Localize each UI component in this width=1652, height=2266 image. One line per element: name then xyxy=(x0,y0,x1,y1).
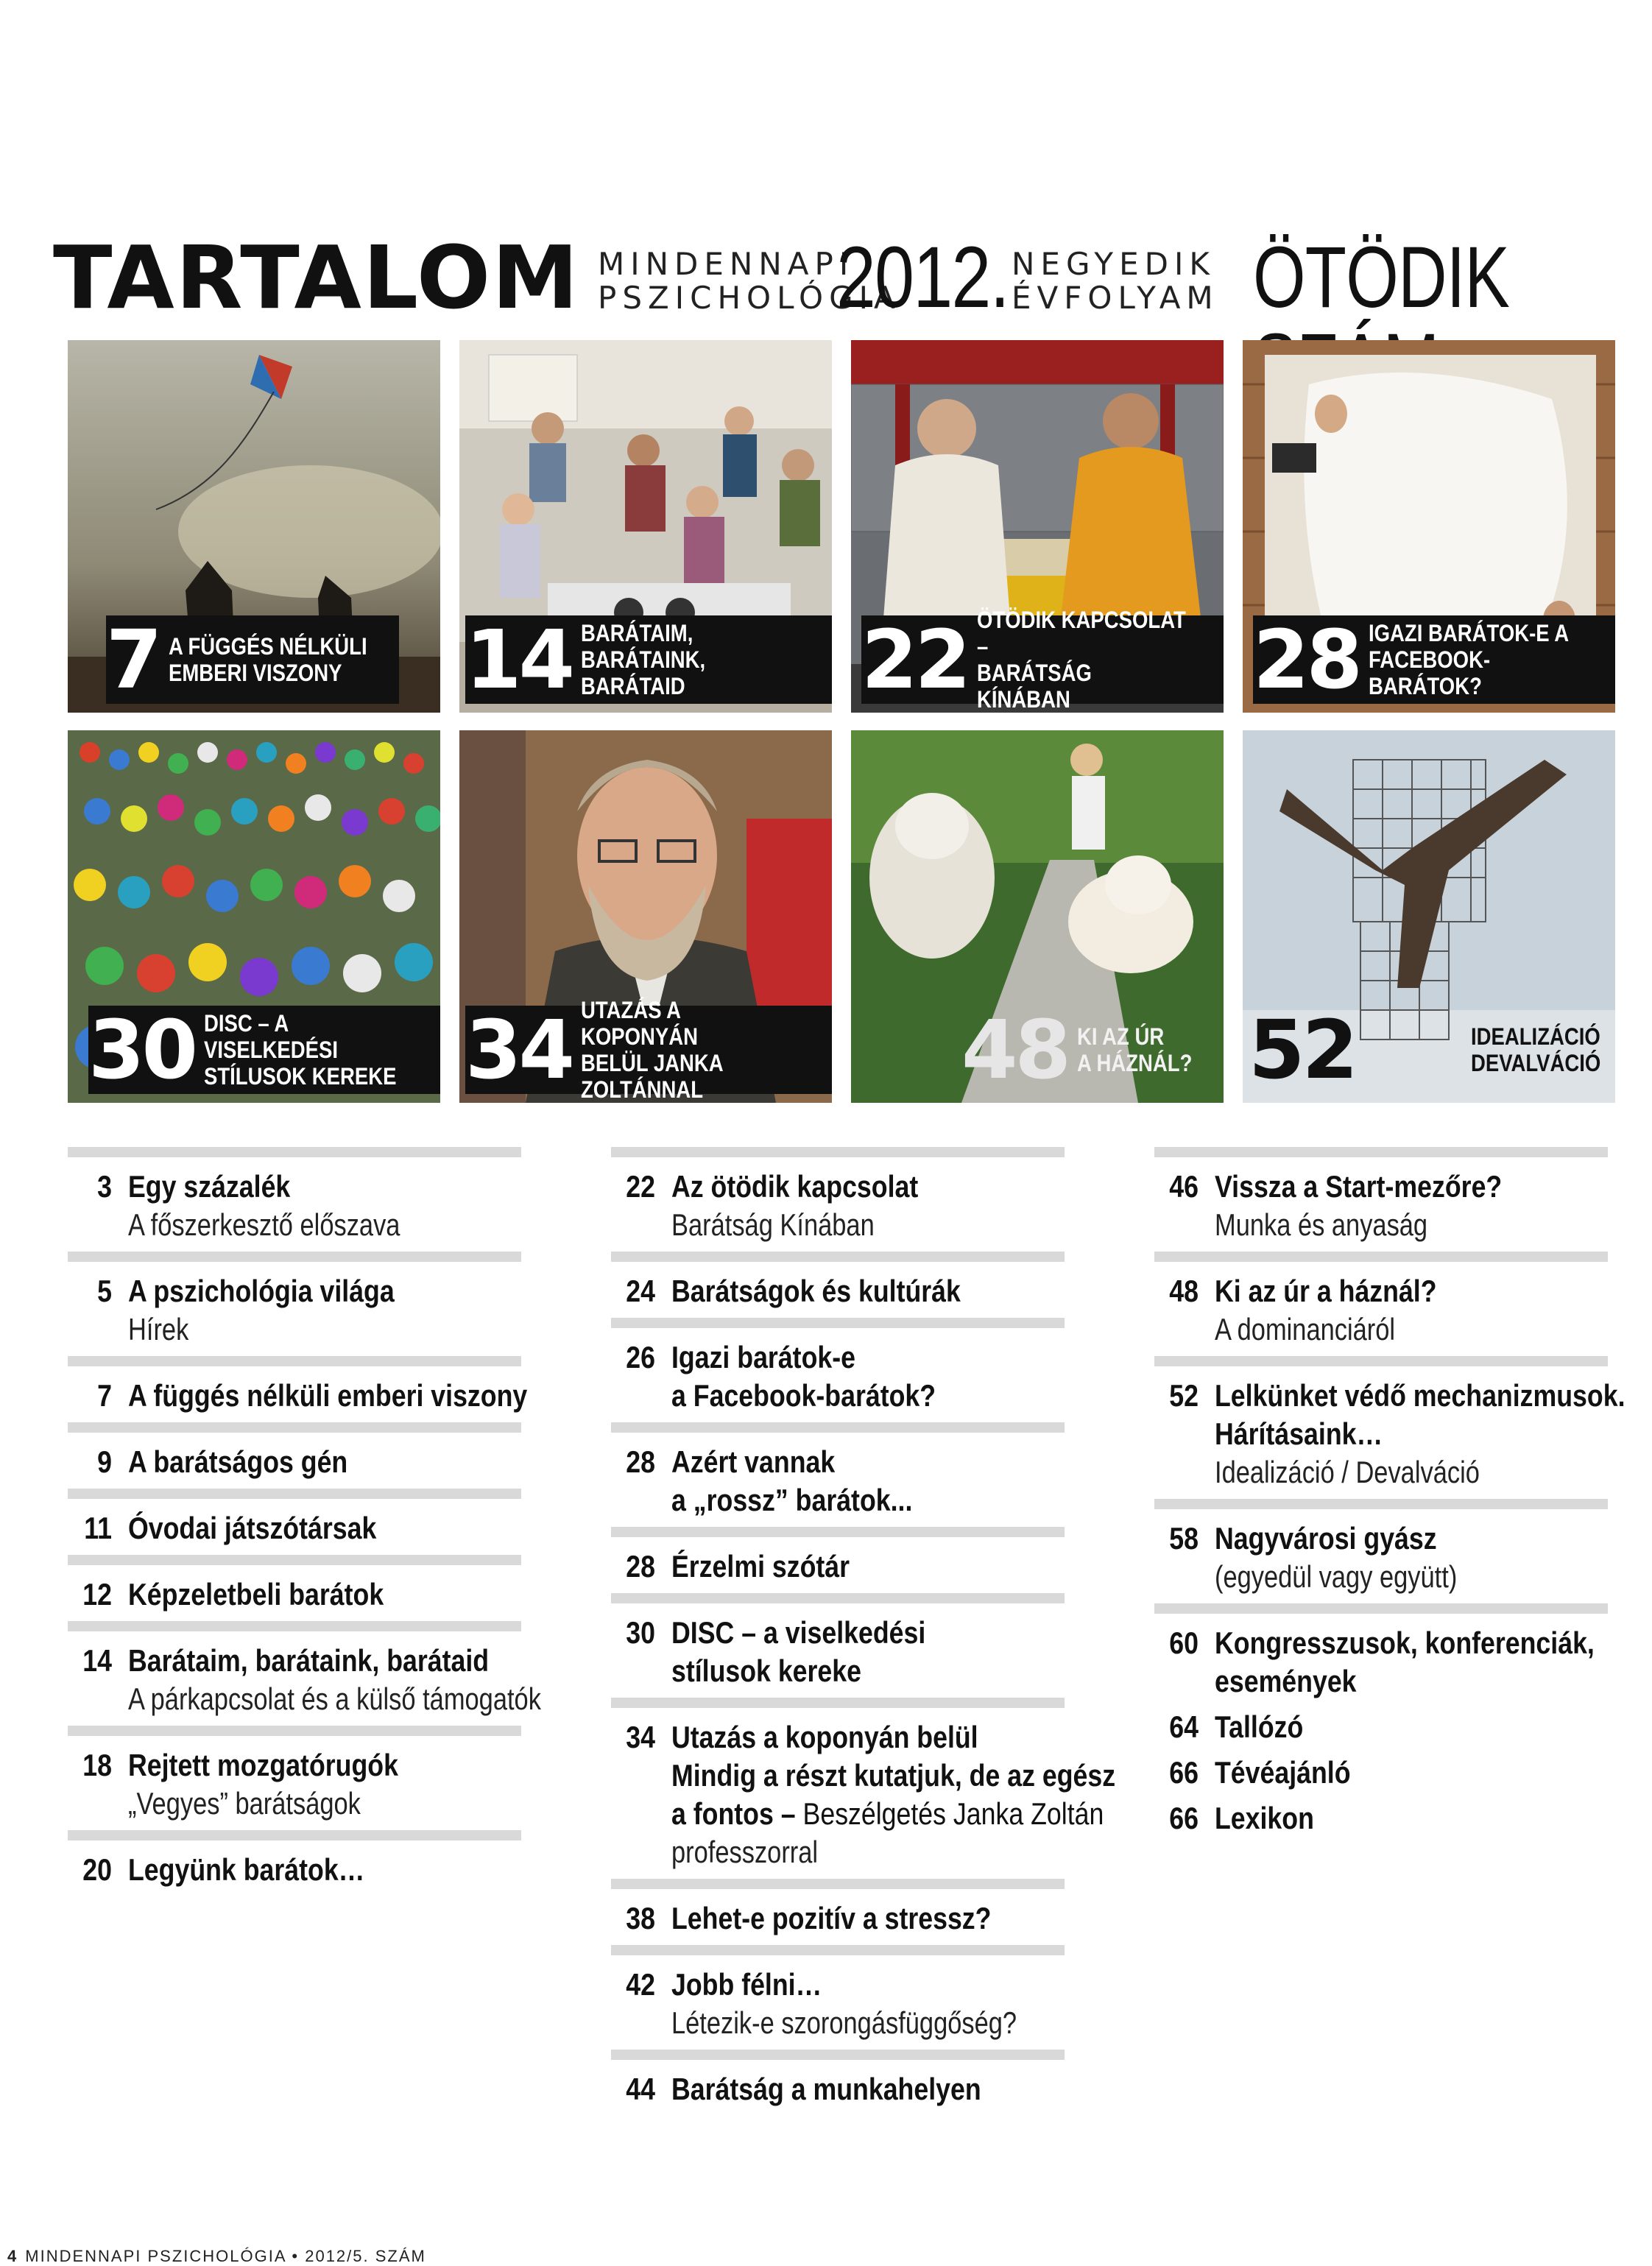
toc-entry[interactable] xyxy=(611,1443,1065,1527)
volume-line1: NEGYEDIK xyxy=(1012,246,1215,282)
toc-title: A függés nélküli emberi viszony xyxy=(128,1378,528,1413)
tile-caption xyxy=(861,607,1224,713)
feature-tile-34[interactable] xyxy=(459,730,832,1103)
toc-subtitle: Hírek xyxy=(128,1312,189,1346)
tile-caption xyxy=(1253,613,1615,707)
toc-entry[interactable] xyxy=(1154,1272,1608,1356)
divider xyxy=(611,1252,1065,1262)
toc-page: 26 xyxy=(626,1340,655,1374)
toc-title: Jobb félni… xyxy=(671,1967,822,2002)
toc-title: Lexikon xyxy=(1215,1801,1314,1835)
tile-caption xyxy=(961,1003,1211,1097)
footer-page-number: 4 xyxy=(7,2247,18,2265)
tile-caption xyxy=(88,1003,440,1097)
toc-page: 42 xyxy=(626,1967,655,2002)
toc-page: 18 xyxy=(82,1748,112,1782)
toc-title: A pszichológia világa xyxy=(128,1274,395,1308)
toc-title: Legyünk barátok… xyxy=(128,1852,365,1887)
divider xyxy=(68,1726,521,1736)
divider xyxy=(611,1593,1065,1603)
magazine-name-line2: PSZICHOLÓGIA xyxy=(598,280,901,316)
tile-title: A FÜGGÉS NÉLKÜLI EMBERI VISZONY xyxy=(168,633,367,686)
tile-caption xyxy=(465,997,832,1103)
toc-entry[interactable] xyxy=(611,1614,1065,1698)
toc-entry[interactable] xyxy=(68,1443,521,1489)
feature-tile-14[interactable] xyxy=(459,340,832,713)
toc-column-1 xyxy=(68,1147,541,1896)
toc-subtitle: Idealizáció / Devalváció xyxy=(1215,1455,1480,1489)
toc-entry[interactable] xyxy=(1154,1754,1608,1799)
toc-page: 28 xyxy=(626,1444,655,1479)
toc-entry[interactable] xyxy=(68,1575,521,1621)
tile-page-number: 48 xyxy=(961,1003,1069,1097)
toc-page: 58 xyxy=(1169,1521,1199,1556)
toc-entry[interactable] xyxy=(611,1547,1065,1593)
toc-subtitle: A főszerkesztő előszava xyxy=(128,1207,400,1242)
toc-title: Nagyvárosi gyász xyxy=(1215,1521,1437,1556)
toc-page: 3 xyxy=(97,1169,112,1204)
page-title: TARTALOM xyxy=(53,227,580,328)
page-footer xyxy=(7,2247,426,2266)
feature-tile-52[interactable] xyxy=(1243,730,1615,1103)
toc-entry[interactable] xyxy=(68,1509,521,1555)
feature-tile-22[interactable] xyxy=(851,340,1224,713)
toc-title-line2: Mindig a részt kutatjuk, de az egész xyxy=(671,1758,1116,1793)
toc-title-line2: a Facebook-barátok? xyxy=(671,1378,936,1413)
toc-title-line2: események xyxy=(1215,1664,1357,1698)
tile-caption xyxy=(465,613,832,707)
toc-title: Tévéajánló xyxy=(1215,1755,1351,1790)
toc-entry[interactable] xyxy=(611,1718,1116,1879)
toc-title: Azért vannak xyxy=(671,1444,836,1479)
toc-page: 60 xyxy=(1169,1626,1199,1660)
toc-page: 30 xyxy=(626,1615,655,1650)
toc-page: 64 xyxy=(1169,1709,1199,1744)
tile-page-number: 14 xyxy=(465,613,573,707)
toc-entry[interactable] xyxy=(68,1642,541,1726)
tile-title: BARÁTAIM, BARÁTAINK, BARÁTAID xyxy=(581,620,706,699)
year: 2012. xyxy=(836,229,1009,326)
divider xyxy=(611,1147,1065,1157)
toc-column-3 xyxy=(1154,1147,1625,1845)
footer-text: MINDENNAPI PSZICHOLÓGIA • 2012/5. SZÁM xyxy=(25,2247,426,2265)
toc-page: 5 xyxy=(97,1274,112,1308)
divider xyxy=(611,2050,1065,2060)
tile-page-number: 28 xyxy=(1253,613,1360,707)
toc-entry[interactable] xyxy=(611,2070,1065,2116)
toc-title: Képzeletbeli barátok xyxy=(128,1577,384,1612)
toc-entry[interactable] xyxy=(611,1338,1065,1422)
toc-title: Barátságok és kultúrák xyxy=(671,1274,961,1308)
toc-entry[interactable] xyxy=(68,1377,528,1422)
divider xyxy=(611,1698,1065,1708)
toc-page: 34 xyxy=(626,1720,655,1754)
toc-page: 24 xyxy=(626,1274,655,1308)
feature-tile-7[interactable] xyxy=(68,340,440,713)
feature-tile-30[interactable] xyxy=(68,730,440,1103)
toc-entry[interactable] xyxy=(1154,1624,1608,1708)
tile-caption xyxy=(106,613,399,707)
divider xyxy=(1154,1147,1608,1157)
toc-title-line2: Hárításaink… xyxy=(1215,1416,1383,1451)
divider xyxy=(1154,1499,1608,1509)
magazine-name-line1: MINDENNAPI xyxy=(598,246,855,282)
toc-entry[interactable] xyxy=(611,1966,1065,2050)
toc-entry[interactable] xyxy=(1154,1799,1608,1845)
divider xyxy=(611,1422,1065,1433)
volume-line2: ÉVFOLYAM xyxy=(1012,280,1219,316)
divider xyxy=(1154,1252,1608,1262)
toc-page: 66 xyxy=(1169,1801,1199,1835)
divider xyxy=(1154,1603,1608,1614)
toc-title: Az ötödik kapcsolat xyxy=(671,1169,919,1204)
toc-inline-subtitle: Beszélgetés Janka Zoltán xyxy=(795,1796,1104,1831)
toc-subtitle: Barátság Kínában xyxy=(671,1207,875,1242)
toc-entry[interactable] xyxy=(1154,1168,1608,1252)
toc-page: 14 xyxy=(82,1643,112,1678)
toc-entry[interactable] xyxy=(68,1168,521,1252)
toc-entry[interactable] xyxy=(611,1899,1065,1945)
feature-tile-48[interactable] xyxy=(851,730,1224,1103)
divider xyxy=(68,1830,521,1840)
divider xyxy=(611,1945,1065,1955)
toc-page: 48 xyxy=(1169,1274,1199,1308)
toc-entry[interactable] xyxy=(1154,1708,1608,1754)
tile-page-number: 52 xyxy=(1249,1003,1356,1097)
toc-title: DISC – a viselkedési xyxy=(671,1615,926,1650)
tile-title: DISC – A VISELKEDÉSI STÍLUSOK KEREKE xyxy=(204,1010,397,1090)
toc-entry[interactable] xyxy=(68,1746,521,1830)
volume xyxy=(1012,247,1219,315)
toc-title-line2: stílusok kereke xyxy=(671,1653,861,1688)
toc-title: Lehet-e pozitív a stressz? xyxy=(671,1901,992,1935)
toc-title: Óvodai játszótársak xyxy=(128,1511,377,1545)
toc-page: 12 xyxy=(82,1577,112,1612)
toc-title: Ki az úr a háznál? xyxy=(1215,1274,1437,1308)
toc-page: 52 xyxy=(1169,1378,1199,1413)
toc-page: 38 xyxy=(626,1901,655,1935)
toc-entry[interactable] xyxy=(68,1851,521,1896)
toc-page: 9 xyxy=(97,1444,112,1479)
tile-title: UTAZÁS A KOPONYÁN BELÜL JANKA ZOLTÁNNAL xyxy=(581,997,723,1103)
issue-number: ÖTÖDIK xyxy=(1253,229,1510,326)
toc-subtitle: „Vegyes” barátságok xyxy=(128,1786,361,1821)
tile-title: ÖTÖDIK KAPCSOLAT – BARÁTSÁG KÍNÁBAN xyxy=(977,607,1186,713)
toc-subtitle: A párkapcsolat és a külső támogatók xyxy=(128,1681,541,1716)
toc-subtitle: professzorral xyxy=(671,1835,819,1869)
toc-entry[interactable] xyxy=(1154,1377,1625,1499)
toc-title: Érzelmi szótár xyxy=(671,1549,850,1584)
toc-title: Rejtett mozgatórugók xyxy=(128,1748,398,1782)
divider xyxy=(68,1422,521,1433)
toc-entry[interactable] xyxy=(611,1168,1065,1252)
toc-subtitle: (egyedül vagy együtt) xyxy=(1215,1559,1458,1594)
toc-page: 28 xyxy=(626,1549,655,1584)
toc-page: 66 xyxy=(1169,1755,1199,1790)
tile-page-number: 22 xyxy=(861,613,969,707)
toc-entry[interactable] xyxy=(1154,1520,1608,1603)
tile-title: IDEALIZÁCIÓ DEVALVÁCIÓ xyxy=(1471,1023,1601,1076)
toc-page: 20 xyxy=(82,1852,112,1887)
divider xyxy=(611,1879,1065,1889)
toc-title-line3: a fontos – Beszélgetés Janka Zoltán xyxy=(671,1796,1104,1831)
toc-title: Barátság a munkahelyen xyxy=(671,2072,981,2106)
tile-page-number: 7 xyxy=(106,613,160,707)
divider xyxy=(611,1527,1065,1537)
toc-title: Utazás a koponyán belül xyxy=(671,1720,978,1754)
divider xyxy=(611,1318,1065,1328)
tile-page-number: 30 xyxy=(88,1003,196,1097)
toc-title: Vissza a Start-mezőre? xyxy=(1215,1169,1503,1204)
toc-title: Kongresszusok, konferenciák, xyxy=(1215,1626,1595,1660)
toc-title: Lelkünket védő mechanizmusok. xyxy=(1215,1378,1625,1413)
divider xyxy=(68,1489,521,1499)
toc-title: A barátságos gén xyxy=(128,1444,348,1479)
toc-entry[interactable] xyxy=(611,1272,1065,1318)
divider xyxy=(68,1356,521,1366)
toc-title: Barátaim, barátaink, barátaid xyxy=(128,1643,490,1678)
toc-page: 7 xyxy=(97,1378,112,1413)
toc-title: Tallózó xyxy=(1215,1709,1304,1744)
tile-page-number: 34 xyxy=(465,1003,573,1097)
divider xyxy=(68,1555,521,1565)
tile-title: KI AZ ÚR A HÁZNÁL? xyxy=(1077,1023,1193,1076)
toc-page: 11 xyxy=(84,1511,112,1545)
divider xyxy=(68,1252,521,1262)
toc-subtitle: Létezik-e szorongásfüggőség? xyxy=(671,2005,1017,2040)
toc-page: 44 xyxy=(626,2072,655,2106)
toc-subtitle: A dominanciáról xyxy=(1215,1312,1396,1346)
toc-entry[interactable] xyxy=(68,1272,521,1356)
tile-title: IGAZI BARÁTOK-E A FACEBOOK-BARÁTOK? xyxy=(1369,620,1570,699)
toc-page: 46 xyxy=(1169,1169,1199,1204)
divider xyxy=(68,1147,521,1157)
divider xyxy=(1154,1356,1608,1366)
toc-title: Igazi barátok-e xyxy=(671,1340,855,1374)
feature-tile-28[interactable] xyxy=(1243,340,1615,713)
toc-title: Egy százalék xyxy=(128,1169,291,1204)
toc-page: 22 xyxy=(626,1169,655,1204)
toc-title-line2: a „rossz” barátok... xyxy=(671,1483,913,1517)
tile-caption xyxy=(1249,1003,1615,1097)
toc-subtitle: Munka és anyaság xyxy=(1215,1207,1428,1242)
toc-column-2 xyxy=(611,1147,1116,2116)
divider xyxy=(68,1621,521,1631)
